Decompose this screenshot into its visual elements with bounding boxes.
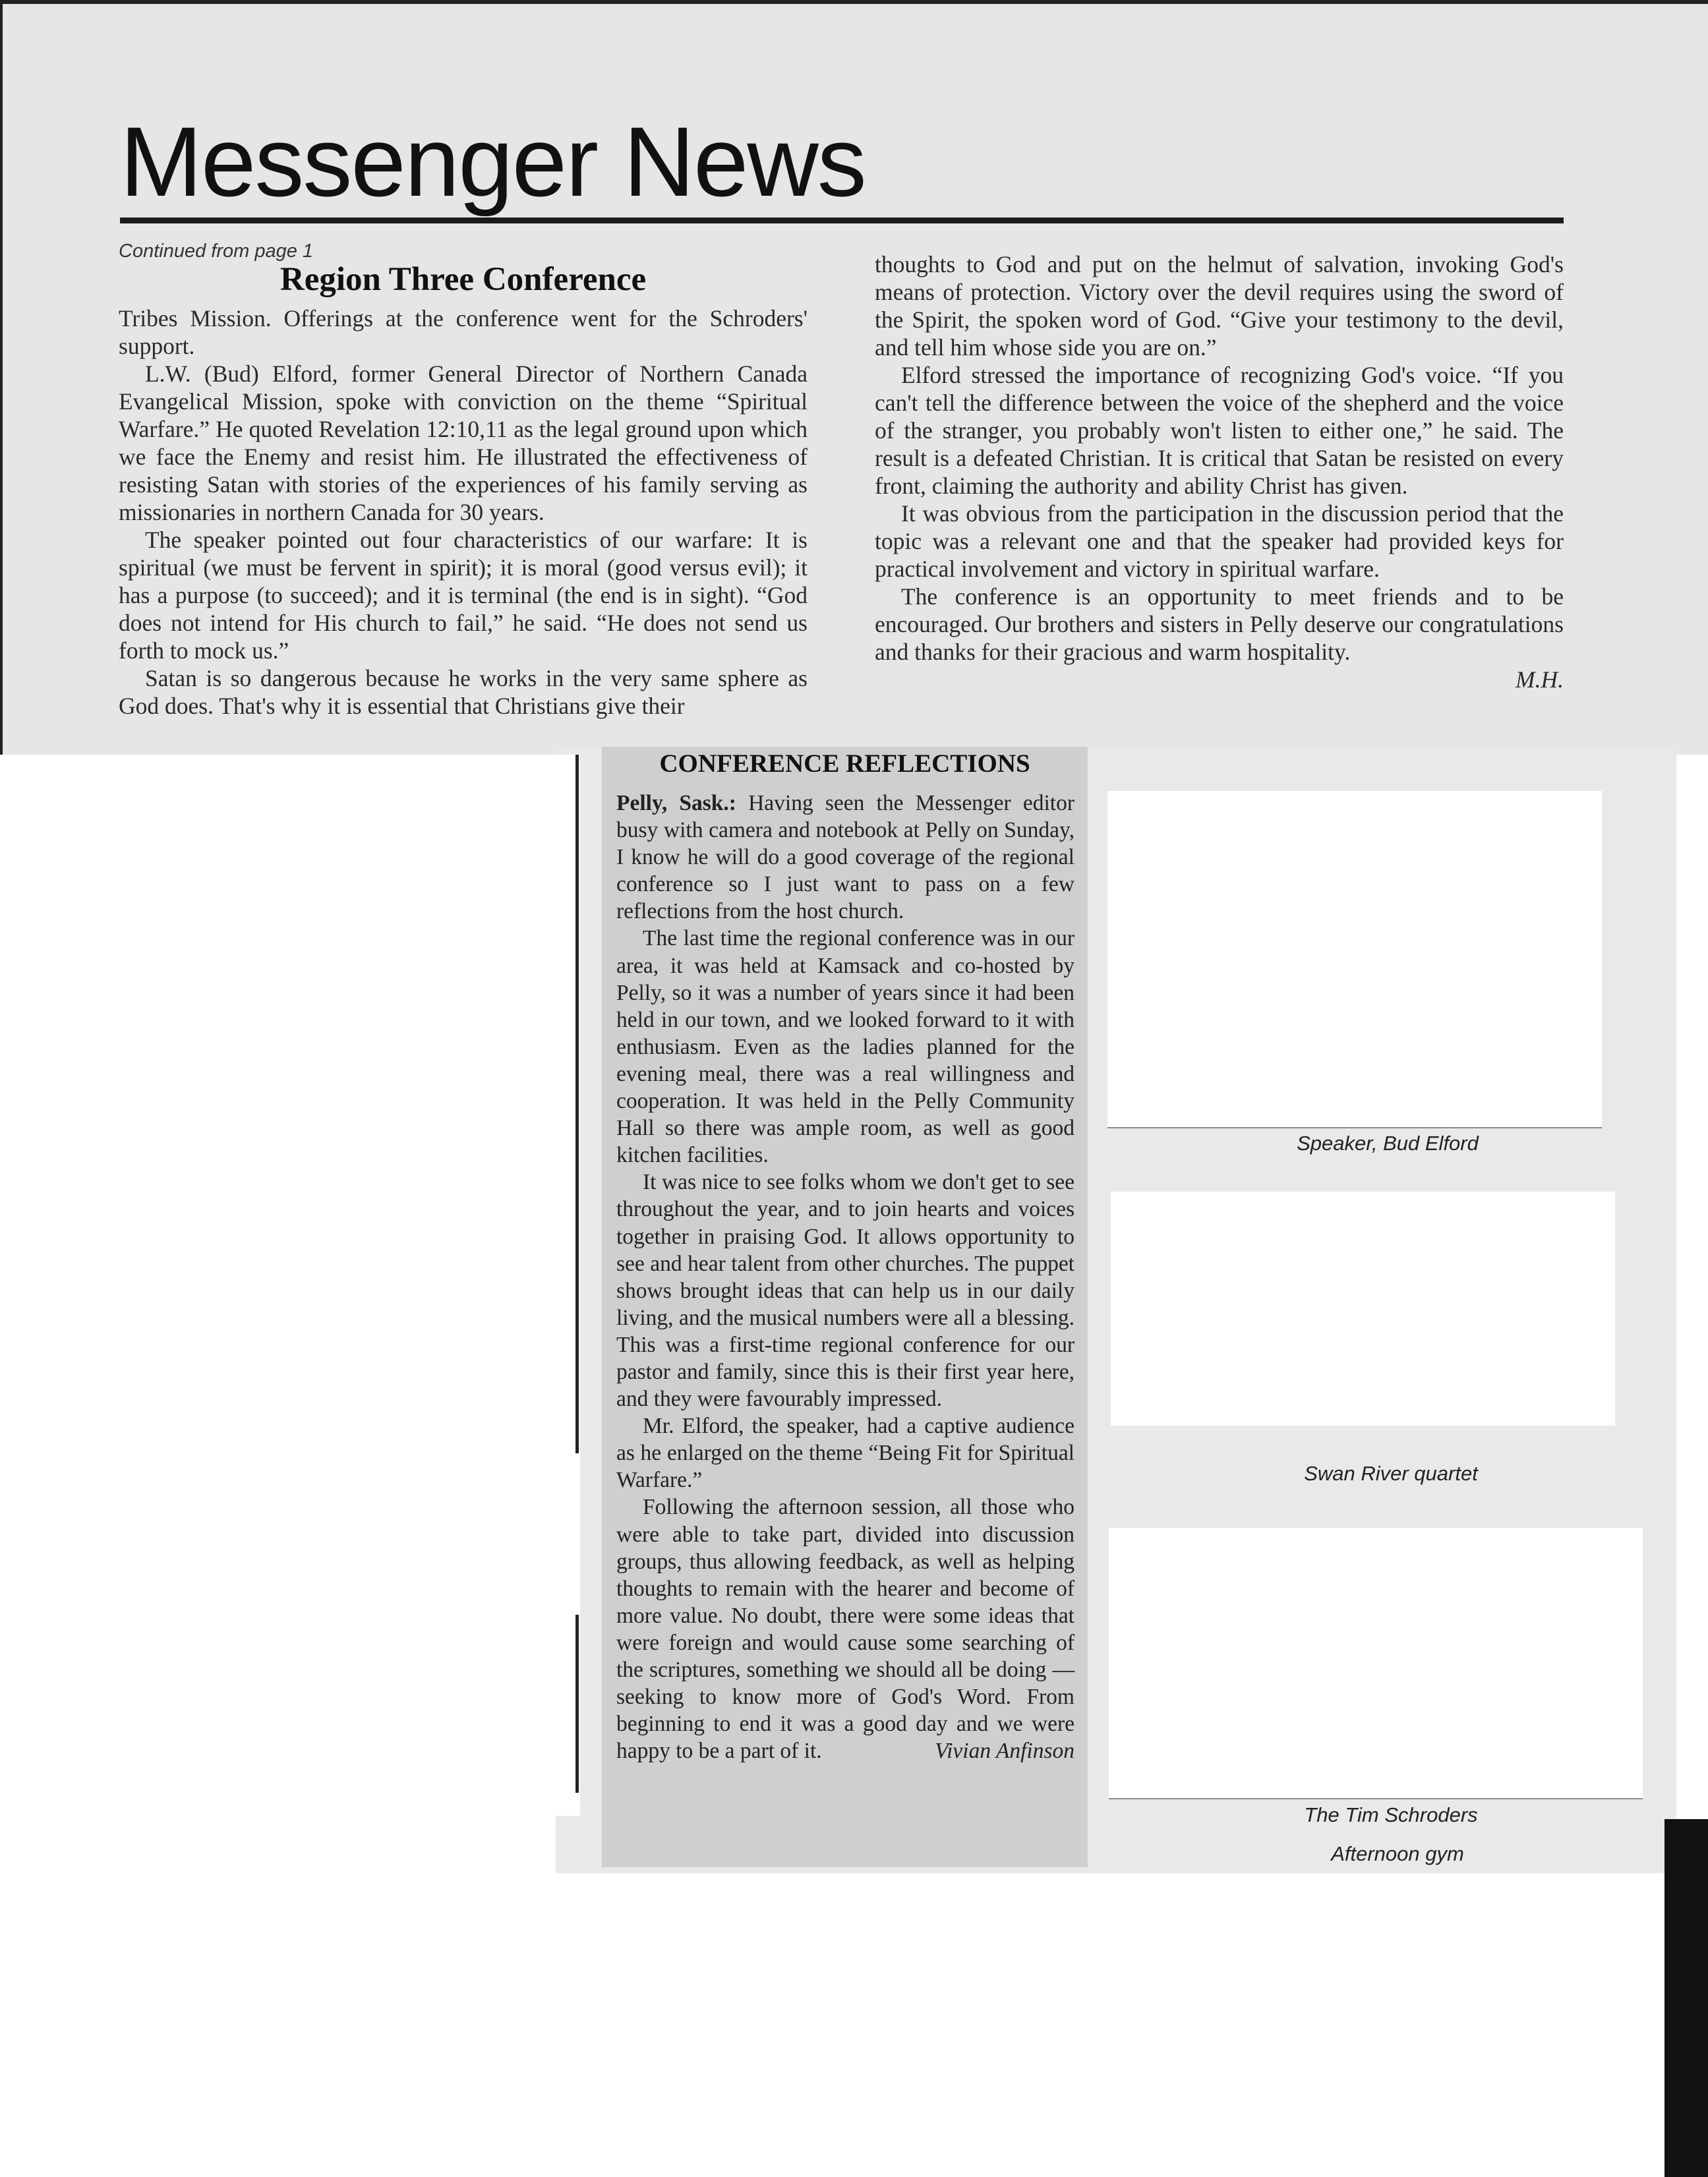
paragraph: Satan is so dangerous because he works in the very same sphere as God does. That's why it is essential that Christians give their [119, 665, 808, 719]
article-column-left [119, 305, 808, 720]
article-signoff: M.H. [1516, 666, 1564, 693]
sidebar-paragraph: It was nice to see folks whom we don't get to see throughout the year, and to join hearts and voices together in praising God. It allows opportunity to see and hear talent from other churches. The puppet shows brought ideas that can help us in our daily living, and the musical numbers were all a blessing. This was a first-time regional conference for our pastor and family, since this is their first year here, and they were favourably impressed. [616, 1170, 1075, 1412]
paragraph: Tribes Mission. Offerings at the conference went for the Schroders' support. [119, 305, 808, 359]
sidebar-paragraph: The last time the regional conference was in our area, it was held at Kamsack and co-hosted by Pelly, so it was a number of years since it had been held in our town, and we looked forward to it with enthusiasm. Even as the ladies planned for the evening meal, there was a real willingness and cooperation. It was held in the Pelly Community Hall so there was ample room, as well as good kitchen facilities. [616, 926, 1075, 1168]
photo-quartet [1111, 1192, 1615, 1426]
paragraph: It was obvious from the participation in the discussion period that the topic was a relevant one and that the speaker had provided keys for practical involvement and victory in spiritual warfare. [875, 500, 1564, 582]
paragraph: thoughts to God and put on the helmut of salvation, invoking God's means of protection. Victory over the devil requires using the sword of the Spirit, the spoken word of God. “Give your testimony to the devil, and tell him whose side you are on.” [875, 251, 1564, 361]
masthead-rule [120, 218, 1564, 223]
masthead: Messenger News [120, 106, 866, 217]
paragraph: The conference is an opportunity to meet friends and to be encouraged. Our brothers and sisters in Pelly deserve our congratulations and thanks for their gracious and warm hospitality. [875, 583, 1564, 665]
divider-rule [575, 1615, 579, 1793]
sidebar-first-text: Having seen the Messenger editor busy with camera and notebook at Pelly on Sunday, I know he will do a good coverage of the regional conference so I just want to pass on a few reflections from the host church. [616, 791, 1075, 924]
sidebar-paragraph [616, 1494, 1075, 1764]
paragraph: The speaker pointed out four characteristics of our warfare: It is spiritual (we must be fervent in spirit); it is moral (good versus evil); it has a purpose (to succeed); and it is terminal (the end is in sight). “God does not intend for His church to fail,” he said. “He does not send us forth to mock us.” [119, 527, 808, 664]
article-headline: Region Three Conference [280, 261, 647, 298]
paragraph: L.W. (Bud) Elford, former General Director of Northern Canada Evangelical Mission, spoke with conviction on the theme “Spiritual Warfare.” He quoted Revelation 12:10,11 as the legal ground upon which we face the Enemy and resist him. He illustrated the effectiveness of resisting Satan with stories of the experiences of his family serving as missionaries in northern Canada for 30 years. [119, 361, 808, 525]
sidebar-title: CONFERENCE REFLECTIONS [659, 749, 1030, 778]
blank-area [0, 755, 580, 1816]
page-edge [1664, 1819, 1708, 2177]
photo-schroders [1109, 1528, 1643, 1799]
dateline: Pelly, Sask.: [616, 791, 736, 815]
article-column-right [875, 250, 1564, 693]
sidebar-signature: Vivian Anfinson [935, 1739, 1075, 1764]
photo-speaker [1107, 791, 1602, 1128]
sidebar-paragraph [616, 790, 1075, 925]
divider-rule [575, 755, 579, 1453]
caption-speaker: Speaker, Bud Elford [1297, 1132, 1479, 1155]
caption-gym: Afternoon gym [1331, 1842, 1464, 1865]
continued-note: Continued from page 1 [119, 241, 314, 262]
paragraph: Elford stressed the importance of recognizing God's voice. “If you can't tell the difference between the voice of the shepherd and the voice of the stranger, you probably won't listen to either one,” he said. The result is a defeated Christian. It is critical that Satan be resisted on every front, claiming the authority and ability Christ has given. [875, 362, 1564, 499]
sidebar-text [616, 790, 1075, 1764]
caption-schroders: The Tim Schroders [1304, 1803, 1478, 1826]
sidebar-last-text: Following the afternoon session, all those who were able to take part, divided into discussion groups, thus allowing feedback, as well as helping thoughts to remain with the hearer and become of more value. No doubt, there were some ideas that were foreign and would cause some searching of the scriptures, something we should all be doing — seeking to know more of God's Word. From beginning to end it was a good day and we were happy to be a part of it. [616, 1495, 1075, 1764]
caption-quartet: Swan River quartet [1304, 1462, 1478, 1485]
sidebar-paragraph: Mr. Elford, the speaker, had a captive audience as he enlarged on the theme “Being Fit for Spiritual Warfare.” [616, 1414, 1075, 1493]
